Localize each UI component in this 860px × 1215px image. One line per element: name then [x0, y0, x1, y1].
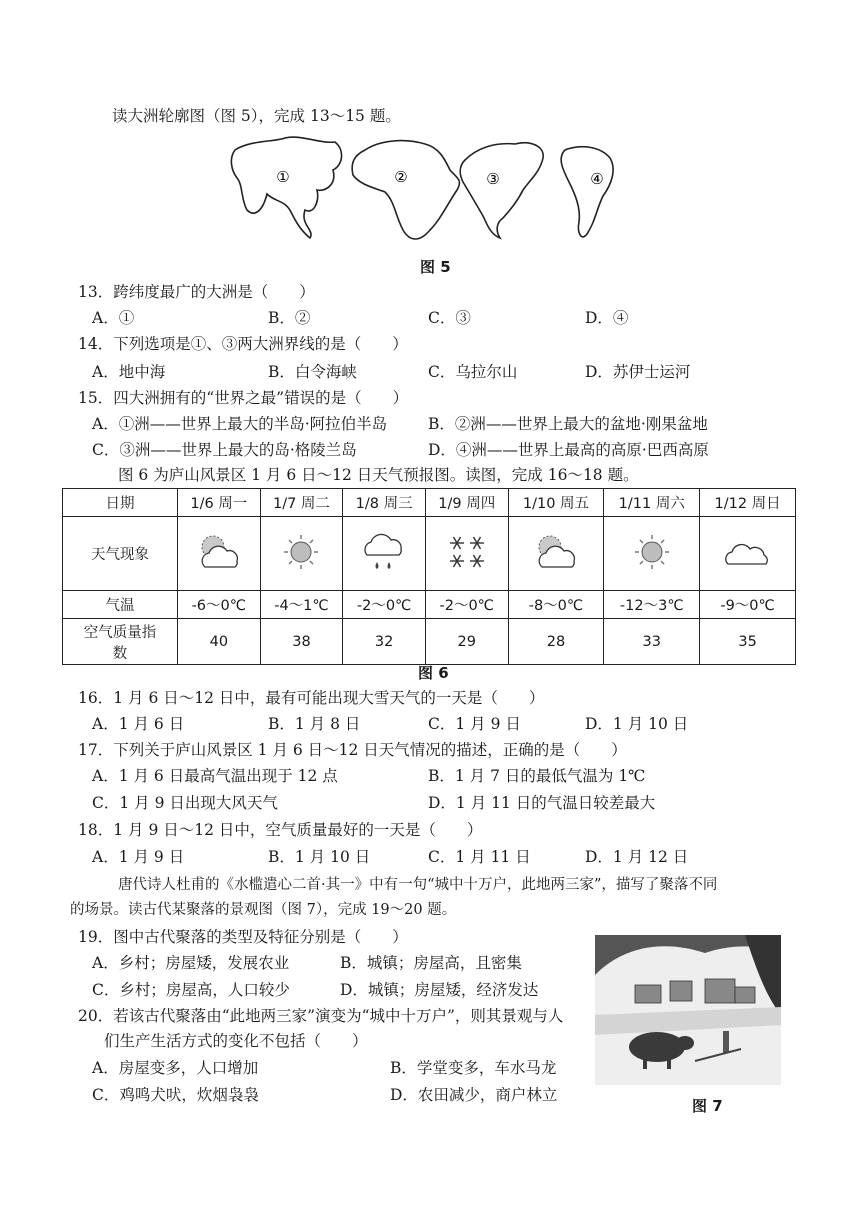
date-cell: 1/7 周二 [260, 489, 343, 517]
map-label-4: ④ [590, 170, 604, 188]
q19-option-c: C．乡村；房屋高，人口较少 [92, 981, 290, 999]
q16-option-b: B．1 月 8 日 [268, 715, 361, 733]
aqi-cell: 35 [700, 619, 796, 665]
q14-option-a: A．地中海 [92, 363, 166, 381]
aqi-cell: 38 [260, 619, 343, 665]
aqi-cell: 40 [178, 619, 261, 665]
question-14-stem: 14．下列选项是①、③两大洲界线的是（ ） [78, 335, 408, 353]
date-cell: 1/9 周四 [425, 489, 508, 517]
q14-option-c: C．乌拉尔山 [428, 363, 518, 381]
q18-option-a: A．1 月 9 日 [92, 848, 185, 866]
temp-cell: -6～0℃ [178, 591, 261, 619]
aqi-cell: 33 [604, 619, 700, 665]
row-label-aqi: 空气质量指数 [63, 619, 178, 665]
q19-option-a: A．乡村；房屋矮，发展农业 [92, 954, 290, 972]
q16-option-c: C．1 月 9 日 [428, 715, 521, 733]
q20-option-d: D．农田减少，商户林立 [390, 1086, 558, 1104]
q13-option-a: A．① [92, 309, 135, 327]
aqi-cell: 32 [343, 619, 426, 665]
table-row-date [63, 489, 796, 517]
question-20-stem-line1: 20．若该古代聚落由“此地两三家”演变为“城中十万户”，则其景观与人 [78, 1007, 564, 1025]
temp-cell: -8～0℃ [508, 591, 604, 619]
q14-option-b: B．白令海峡 [268, 363, 357, 381]
q13-option-c: C．③ [428, 309, 471, 327]
date-cell: 1/8 周三 [343, 489, 426, 517]
north-america-outline [460, 143, 543, 238]
weather-forecast-table [62, 488, 796, 665]
q15-option-d: D．④洲——世界上最高的高原·巴西高原 [428, 441, 709, 459]
figure-5-continents [225, 130, 645, 250]
snow-icon [442, 529, 492, 575]
date-cell: 1/10 周五 [508, 489, 604, 517]
map-label-1: ① [276, 168, 290, 186]
figure-6-caption: 图 6 [418, 664, 449, 682]
sun-icon [281, 532, 321, 572]
figure-5-caption: 图 5 [420, 258, 451, 276]
table-row-aqi [63, 619, 796, 665]
map-label-3: ③ [486, 170, 500, 188]
q13-option-d: D．④ [585, 309, 629, 327]
question-20-stem-line2: 们生产生活方式的变化不包括（ ） [104, 1032, 368, 1050]
weather-cell [425, 517, 508, 591]
partly-cloudy-icon [191, 529, 247, 575]
africa-outline [352, 141, 459, 239]
aqi-cell: 28 [508, 619, 604, 665]
row-label-temp: 气温 [63, 591, 178, 619]
question-19-stem: 19．图中古代聚落的类型及特征分别是（ ） [78, 928, 408, 946]
q17-option-b: B．1 月 7 日的最低气温为 1℃ [428, 767, 646, 785]
temp-cell: -4～1℃ [260, 591, 343, 619]
rain-icon [359, 529, 409, 575]
table-row-weather [63, 517, 796, 591]
temp-cell: -12～3℃ [604, 591, 700, 619]
aqi-cell: 29 [425, 619, 508, 665]
question-13-stem: 13．跨纬度最广的大洲是（ ） [78, 283, 315, 301]
weather-cell [260, 517, 343, 591]
row-label-date: 日期 [63, 489, 178, 517]
temp-cell: -2～0℃ [343, 591, 426, 619]
asia-outline [231, 137, 341, 238]
q16-option-a: A．1 月 6 日 [92, 715, 185, 733]
q16-option-d: D．1 月 10 日 [585, 715, 689, 733]
date-cell: 1/6 周一 [178, 489, 261, 517]
intro-text-2: 图 6 为庐山风景区 1 月 6 日～12 日天气预报图。读图，完成 16～18 题。 [118, 466, 639, 484]
intro-text-1: 读大洲轮廓图（图 5），完成 13～15 题。 [112, 107, 401, 125]
weather-cell [700, 517, 796, 591]
q20-option-c: C．鸡鸣犬吠，炊烟袅袅 [92, 1086, 259, 1104]
q19-option-d: D．城镇；房屋矮，经济发达 [340, 981, 539, 999]
q17-option-a: A．1 月 6 日最高气温出现于 12 点 [92, 767, 338, 785]
intro-text-3a: 唐代诗人杜甫的《水槛遣心二首·其一》中有一句“城中十万户，此地两三家”，描写了聚落不同 [118, 877, 718, 893]
q17-option-c: C．1 月 9 日出现大风天气 [92, 794, 278, 812]
temp-cell: -2～0℃ [425, 591, 508, 619]
figure-7-caption: 图 7 [692, 1097, 723, 1115]
row-label-weather: 天气现象 [63, 517, 178, 591]
weather-cell [178, 517, 261, 591]
question-16-stem: 16．1 月 6 日～12 日中，最有可能出现大雪天气的一天是（ ） [78, 689, 545, 707]
q13-option-b: B．② [268, 309, 311, 327]
cloud-icon [720, 532, 776, 572]
question-15-stem: 15．四大洲拥有的“世界之最”错误的是（ ） [78, 389, 409, 407]
weather-cell [604, 517, 700, 591]
date-cell: 1/11 周六 [604, 489, 700, 517]
question-17-stem: 17．下列关于庐山风景区 1 月 6 日～12 日天气情况的描述，正确的是（ ） [78, 741, 627, 759]
q20-option-a: A．房屋变多，人口增加 [92, 1059, 259, 1077]
q19-option-b: B．城镇；房屋高，且密集 [340, 954, 522, 972]
q15-option-c: C．③洲——世界上最大的岛·格陵兰岛 [92, 441, 357, 459]
question-18-stem: 18．1 月 9 日～12 日中，空气质量最好的一天是（ ） [78, 821, 483, 839]
q14-option-d: D．苏伊士运河 [585, 363, 691, 381]
q18-option-b: B．1 月 10 日 [268, 848, 371, 866]
weather-cell [343, 517, 426, 591]
q15-option-a: A．①洲——世界上最大的半岛·阿拉伯半岛 [92, 415, 388, 433]
intro-text-3b: 的场景。读古代某聚落的景观图（图 7），完成 19～20 题。 [70, 902, 457, 918]
partly-cloudy-icon [528, 529, 584, 575]
weather-cell [508, 517, 604, 591]
q20-option-b: B．学堂变多，车水马龙 [390, 1059, 557, 1077]
date-cell: 1/12 周日 [700, 489, 796, 517]
figure-7-settlement-illustration [595, 935, 781, 1085]
sun-icon [632, 532, 672, 572]
temp-cell: -9～0℃ [700, 591, 796, 619]
q18-option-d: D．1 月 12 日 [585, 848, 689, 866]
q18-option-c: C．1 月 11 日 [428, 848, 531, 866]
south-america-outline [561, 147, 613, 237]
table-row-temperature [63, 591, 796, 619]
q15-option-b: B．②洲——世界上最大的盆地·刚果盆地 [428, 415, 708, 433]
map-label-2: ② [394, 168, 408, 186]
q17-option-d: D．1 月 11 日的气温日较差最大 [428, 794, 656, 812]
